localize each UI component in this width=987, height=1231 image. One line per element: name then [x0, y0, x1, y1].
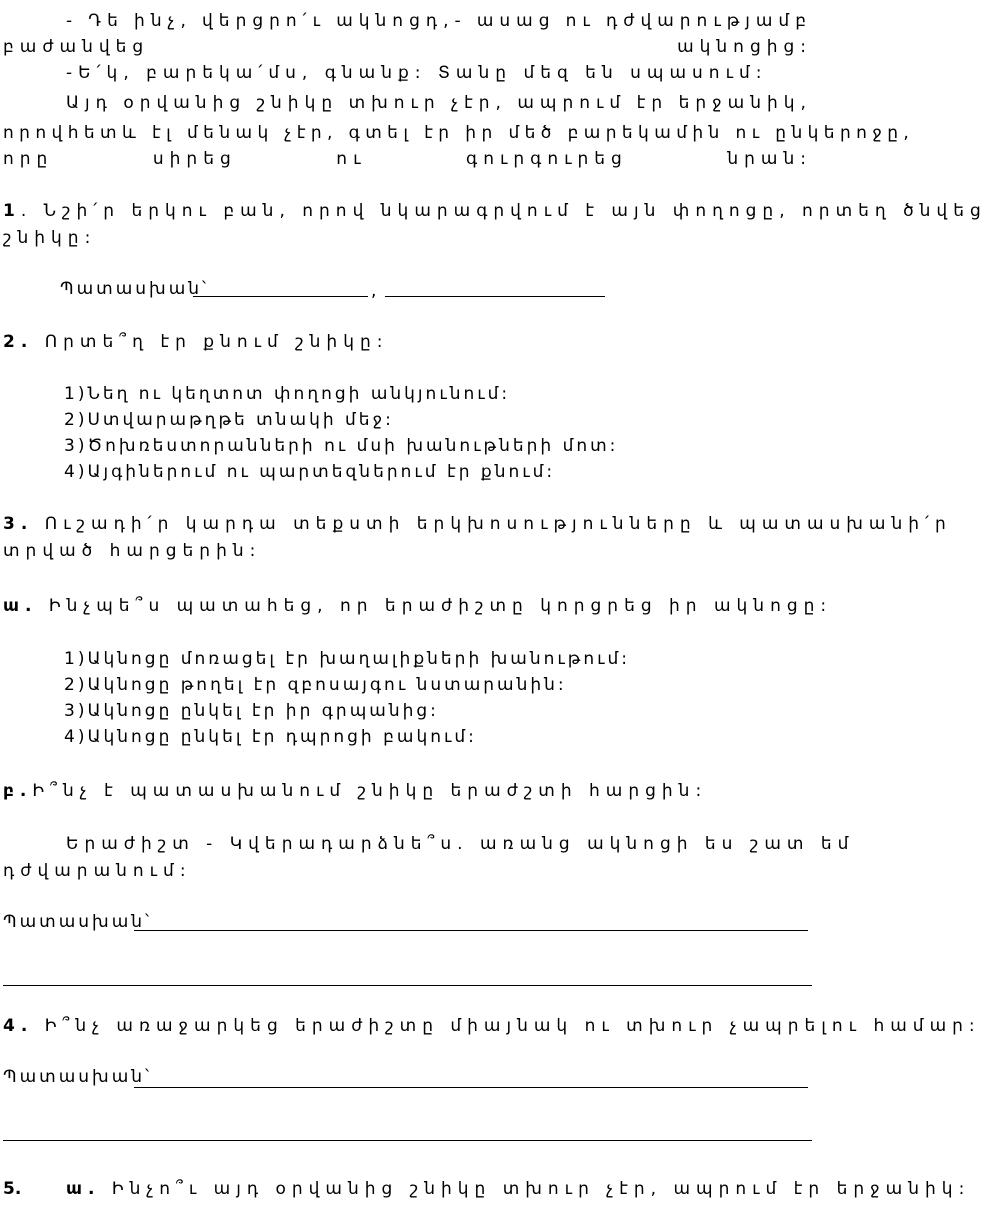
word: նրան:	[727, 149, 812, 169]
intro-line-2	[3, 37, 812, 57]
word: բաժանվեց	[3, 37, 150, 57]
question-4-text: Ի՞նչ առաջարկեց երաժիշտը միայնակ ու տխուր չապրելու համար:	[44, 1016, 981, 1036]
answer-line-1b[interactable]	[385, 296, 605, 297]
intro-line-3: -Ե՛կ, բարեկա՛մս, գնանք: Տանը մեզ են սպասում:	[66, 63, 768, 83]
word: որը	[3, 149, 54, 169]
word: շնիկը	[256, 93, 339, 113]
intro-line-5: որովհետև էլ մենակ չէր, գտել էր իր մեծ բարեկամին ու ընկերոջը,	[3, 123, 915, 143]
word: ու	[565, 11, 596, 31]
word: չէր,	[451, 93, 507, 113]
question-2	[3, 332, 388, 352]
option-item: 2)Ստվարաթղթե տնակի մեջ:	[64, 410, 394, 430]
question-4-number: 4.	[3, 1016, 34, 1036]
option-item: 4)Այգիներում ու պարտեզներում էր քնում:	[64, 462, 556, 482]
question-3b	[3, 781, 707, 801]
word: վերցրո՛ւ	[202, 11, 327, 31]
question-3	[3, 514, 952, 534]
dialogue-quote-cont: դժվարանում:	[3, 861, 192, 881]
word: երջանիկ,	[678, 93, 812, 113]
question-1-number: 1	[3, 201, 21, 221]
word: տխուր	[348, 93, 441, 113]
word: ինչ,	[134, 11, 192, 31]
question-4	[3, 1016, 981, 1036]
word: ակնոցդ,-	[336, 11, 467, 31]
question-5a	[66, 1179, 970, 1199]
intro-line-6	[3, 149, 812, 169]
question-3b-label: բ.	[3, 781, 33, 801]
word: ասաց	[476, 11, 556, 31]
word: գուրգուրեց	[466, 149, 628, 169]
option-item: 3)Ակնոցը ընկել էր իր գրպանից:	[64, 701, 439, 721]
question-1-answer-label: Պատասխան՝	[60, 279, 210, 299]
word: ակնոցից:	[677, 37, 812, 57]
answer-line-4a[interactable]	[134, 1087, 808, 1088]
word: սիրեց	[152, 149, 237, 169]
word: Այդ	[66, 93, 113, 113]
option-item: 2)Ակնոցը թողել էր զբոսայգու նստարանին:	[64, 675, 567, 695]
word: Դե	[88, 11, 124, 31]
question-3a-label: ա.	[3, 596, 38, 616]
question-5a-label: ա.	[66, 1179, 101, 1199]
answer-line-1a[interactable]	[193, 296, 368, 297]
option-item: 4)Ակնոցը ընկել էր դպրոցի բակում:	[64, 727, 477, 747]
option-item: 3)Ծոխռեստորանների ու մսի խանութների մոտ:	[64, 436, 619, 456]
question-1-text: . Նշի՛ր երկու բան, որով նկարագրվում է այն փողոցը, որտեղ ծնվեց	[20, 201, 987, 221]
answer-line-3a[interactable]	[134, 930, 808, 931]
question-3-text: Ուշադի՛ր կարդա տեքստի երկխոսությունները և պատասխանի՛ր	[44, 514, 952, 534]
question-4-answer-label: Պատասխան՝	[3, 1067, 153, 1087]
intro-line-4	[66, 93, 812, 113]
question-3-number: 3.	[3, 514, 34, 534]
question-1-text-cont: շնիկը:	[3, 228, 97, 248]
question-5a-text: Ինչո՞ւ այդ օրվանից շնիկը տխուր չէր, ապրում էր երջանիկ:	[111, 1179, 971, 1199]
answer-line-3b[interactable]	[3, 985, 812, 986]
word: -	[66, 11, 79, 31]
option-item: 1)Ակնոցը մոռացել էր խաղալիքների խանութում:	[64, 649, 631, 669]
answer-line-4b[interactable]	[3, 1140, 812, 1141]
word: ապրում	[517, 93, 627, 113]
word: դժվարությամբ	[605, 11, 812, 31]
question-2-number: 2.	[3, 332, 34, 352]
question-2-text: Որտե՞ղ էր քնում շնիկը:	[44, 332, 389, 352]
answer-comma: ,	[371, 281, 377, 301]
option-item: 1)Նեղ ու կեղտոտ փողոցի անկյունում:	[64, 384, 511, 404]
word: օրվանից	[123, 93, 247, 113]
question-3a	[3, 596, 832, 616]
question-3b-text: Ի՞նչ է պատասխանում շնիկը երաժշտի հարցին:	[32, 781, 708, 801]
word: ու	[336, 149, 367, 169]
dialogue-quote: Երաժիշտ - Կվերադարձնե՞ս. առանց ակնոցի ես շատ եմ	[66, 834, 855, 854]
question-5-number: 5.	[3, 1179, 22, 1199]
question-3-text-cont: տրված հարցերին:	[3, 541, 262, 561]
question-3a-text: Ինչպե՞ս պատահեց, որ երաժիշտը կորցրեց իր ակնոցը:	[48, 596, 833, 616]
question-1	[3, 201, 987, 221]
intro-line-1	[66, 11, 812, 31]
question-3-answer-label: Պատասխան՝	[3, 912, 153, 932]
word: էր	[636, 93, 669, 113]
